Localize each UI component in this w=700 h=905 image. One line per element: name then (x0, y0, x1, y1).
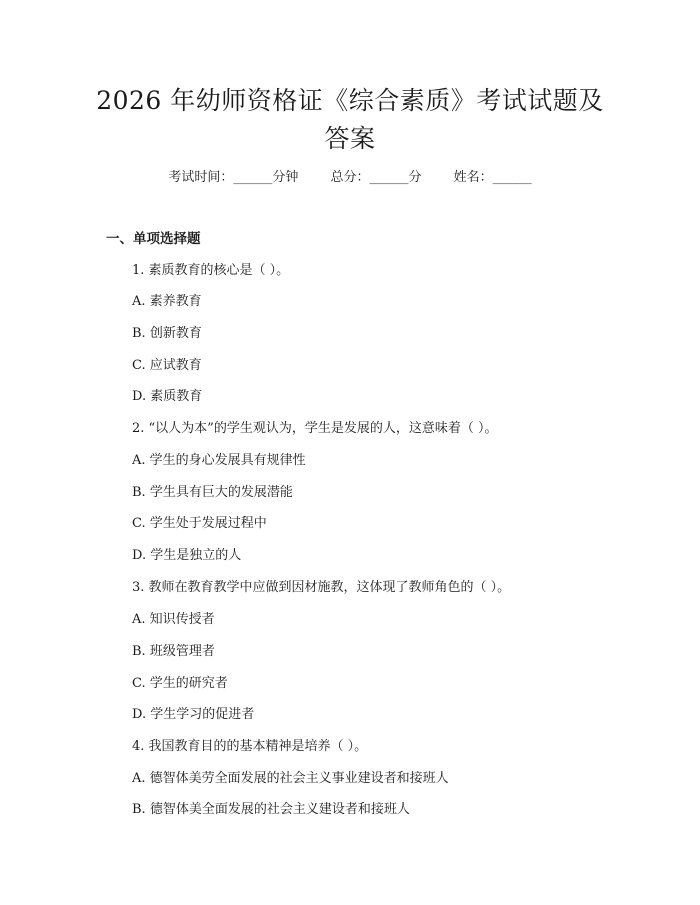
q4-option-b: B. 德智体美全面发展的社会主义建设者和接班人 (132, 802, 410, 817)
document-title: 2026 年幼师资格证《综合素质》考试试题及答案 (96, 86, 604, 153)
q2-option-c: C. 学生处于发展过程中 (132, 516, 267, 531)
q3-option-c: C. 学生的研究者 (132, 676, 228, 691)
question-2: 2. “以人为本”的学生观认为，学生是发展的人，这意味着（ ）。 (132, 421, 498, 436)
q2-option-d: D. 学生是独立的人 (132, 548, 242, 563)
q3-option-d: D. 学生学习的促进者 (132, 707, 255, 722)
q1-option-c: C. 应试教育 (132, 358, 202, 373)
q1-option-d: D. 素质教育 (132, 389, 203, 404)
exam-meta (0, 168, 700, 188)
section-title: 一、单项选择题 (106, 231, 201, 247)
question-3: 3. 教师在教育教学中应做到因材施教，这体现了教师角色的（ ）。 (132, 580, 511, 595)
question-4: 4. 我国教育目的的基本精神是培养（ ）。 (132, 739, 368, 754)
q2-option-a: A. 学生的身心发展具有规律性 (132, 453, 306, 468)
exam-time-field: 考试时间：______分钟 (168, 170, 299, 185)
q2-option-b: B. 学生具有巨大的发展潜能 (132, 485, 293, 500)
name-field: 姓名：______ (453, 170, 532, 185)
q1-option-a: A. 素养教育 (132, 294, 202, 309)
q4-option-a: A. 德智体美劳全面发展的社会主义事业建设者和接班人 (132, 771, 449, 786)
q1-option-b: B. 创新教育 (132, 326, 202, 341)
total-score-field: 总分：______分 (330, 170, 422, 185)
q3-option-b: B. 班级管理者 (132, 644, 215, 659)
question-1: 1. 素质教育的核心是（ ）。 (132, 263, 290, 278)
q3-option-a: A. 知识传授者 (132, 612, 215, 627)
